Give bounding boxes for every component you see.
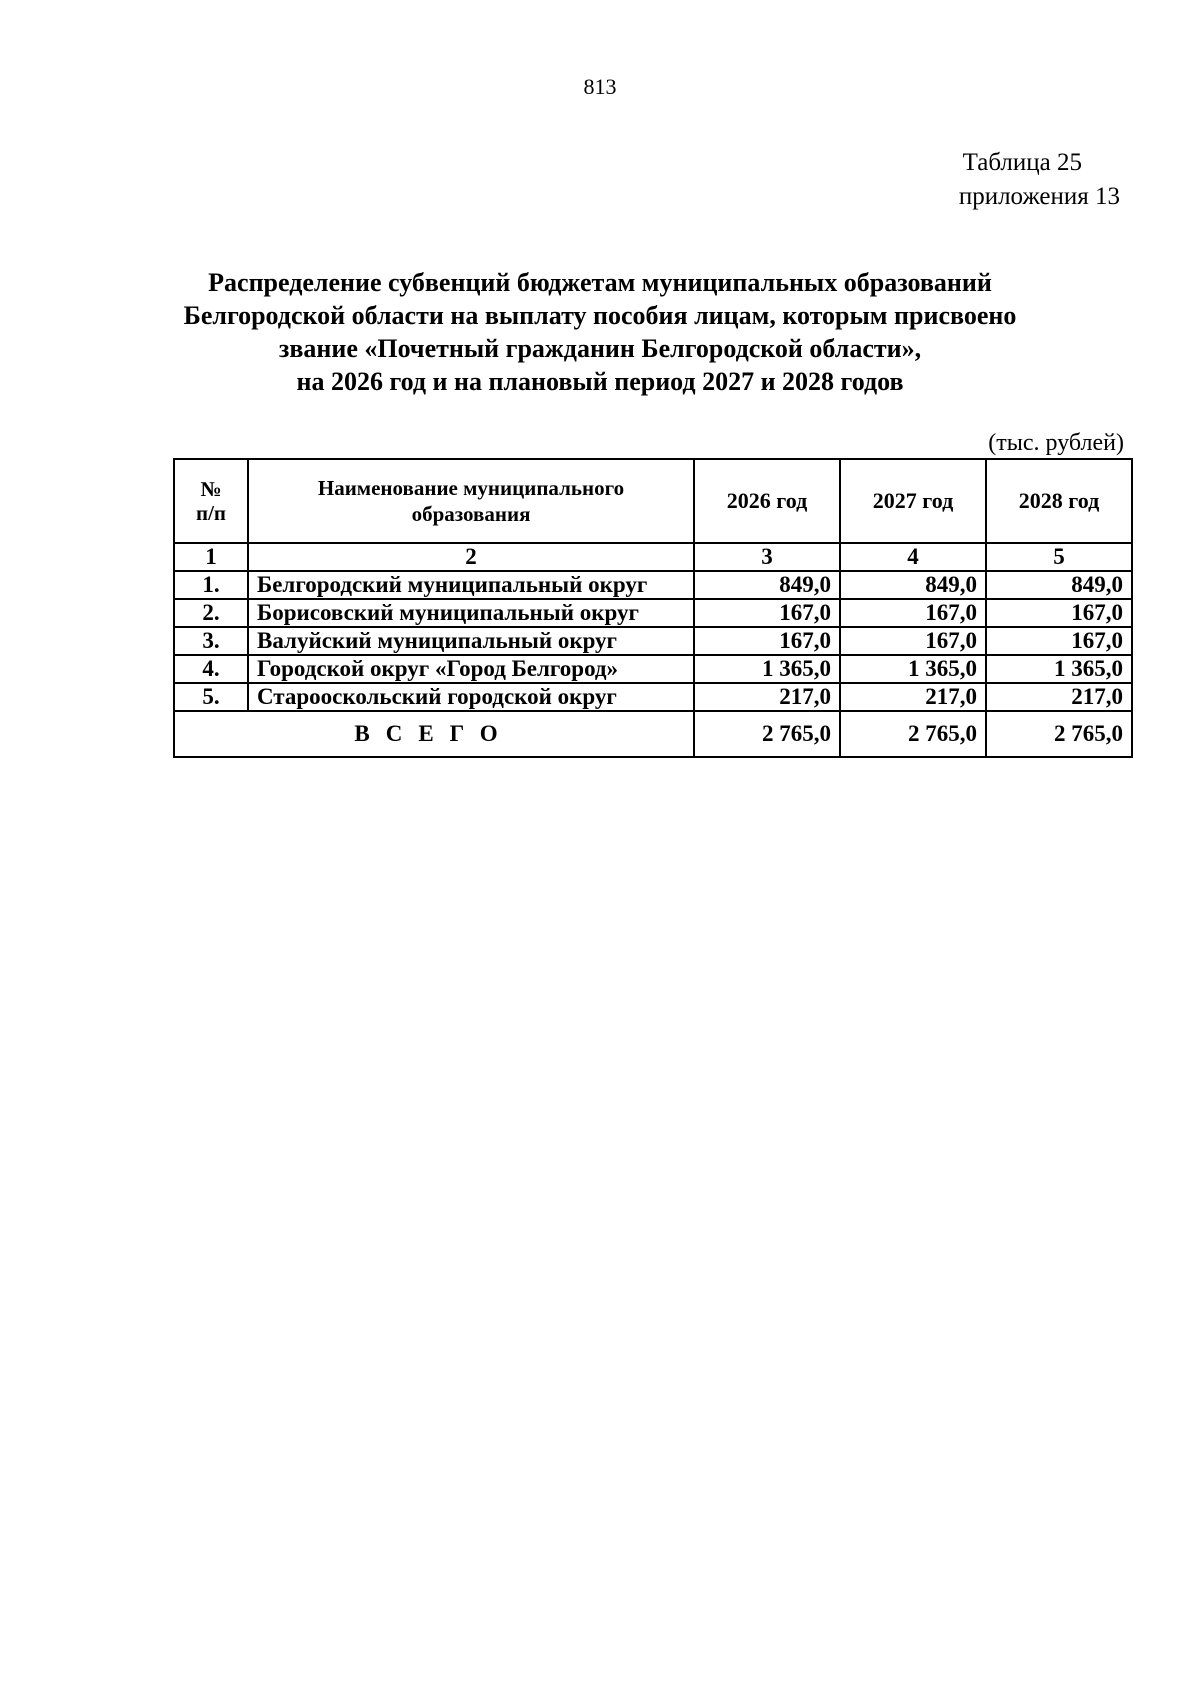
row-number: 3. [174,627,248,655]
value-2026: 167,0 [694,599,840,627]
title-line-3: звание «Почетный гражданин Белгородской области», [278,334,922,363]
value-2028: 217,0 [986,683,1132,711]
total-2026: 2 765,0 [694,711,840,757]
value-2028: 167,0 [986,627,1132,655]
table-row [174,655,1132,683]
title-line-4: на 2026 год и на плановый период 2027 и 2028 годов [296,367,904,396]
municipality-name: Городской округ «Город Белгород» [248,655,694,683]
municipality-name: Старооскольский городской округ [248,683,694,711]
value-2027: 167,0 [840,627,986,655]
header-number-symbol: № [200,477,222,501]
column-number: 2 [248,543,694,571]
table-row [174,571,1132,599]
header-2028: 2028 год [986,459,1132,543]
municipality-name: Борисовский муниципальный округ [248,599,694,627]
table-caption-number: Таблица 25 [962,149,1082,176]
table-caption [959,146,1120,214]
value-2026: 1 365,0 [694,655,840,683]
value-2026: 217,0 [694,683,840,711]
value-2027: 217,0 [840,683,986,711]
document-title [100,266,1100,398]
subsidy-table [173,458,1133,758]
value-2028: 1 365,0 [986,655,1132,683]
column-number-row [174,543,1132,571]
total-2028: 2 765,0 [986,711,1132,757]
value-2027: 167,0 [840,599,986,627]
value-2028: 167,0 [986,599,1132,627]
header-number [174,459,248,543]
municipality-name: Валуйский муниципальный округ [248,627,694,655]
row-number: 2. [174,599,248,627]
total-label: ВСЕГО [174,711,694,757]
title-line-2: Белгородской области на выплату пособия лицам, которым присвоено [183,301,1017,330]
table-row [174,599,1132,627]
header-municipality: Наименование муниципального образования [248,459,694,543]
units-label: (тыс. рублей) [988,430,1124,456]
value-2026: 849,0 [694,571,840,599]
header-2027: 2027 год [840,459,986,543]
value-2028: 849,0 [986,571,1132,599]
municipality-name: Белгородский муниципальный округ [248,571,694,599]
column-number: 3 [694,543,840,571]
row-number: 5. [174,683,248,711]
table-header-row [174,459,1132,543]
value-2027: 849,0 [840,571,986,599]
total-row [174,711,1132,757]
title-line-1: Распределение субвенций бюджетам муниципальных образований [208,268,992,297]
column-number: 5 [986,543,1132,571]
value-2027: 1 365,0 [840,655,986,683]
total-2027: 2 765,0 [840,711,986,757]
header-2026: 2026 год [694,459,840,543]
table-row [174,627,1132,655]
table-row [174,683,1132,711]
column-number: 4 [840,543,986,571]
table-caption-appendix: приложения 13 [958,183,1120,210]
column-number: 1 [174,543,248,571]
page-number: 813 [583,74,617,99]
header-number-abbrev: п/п [195,501,227,525]
row-number: 4. [174,655,248,683]
row-number: 1. [174,571,248,599]
value-2026: 167,0 [694,627,840,655]
